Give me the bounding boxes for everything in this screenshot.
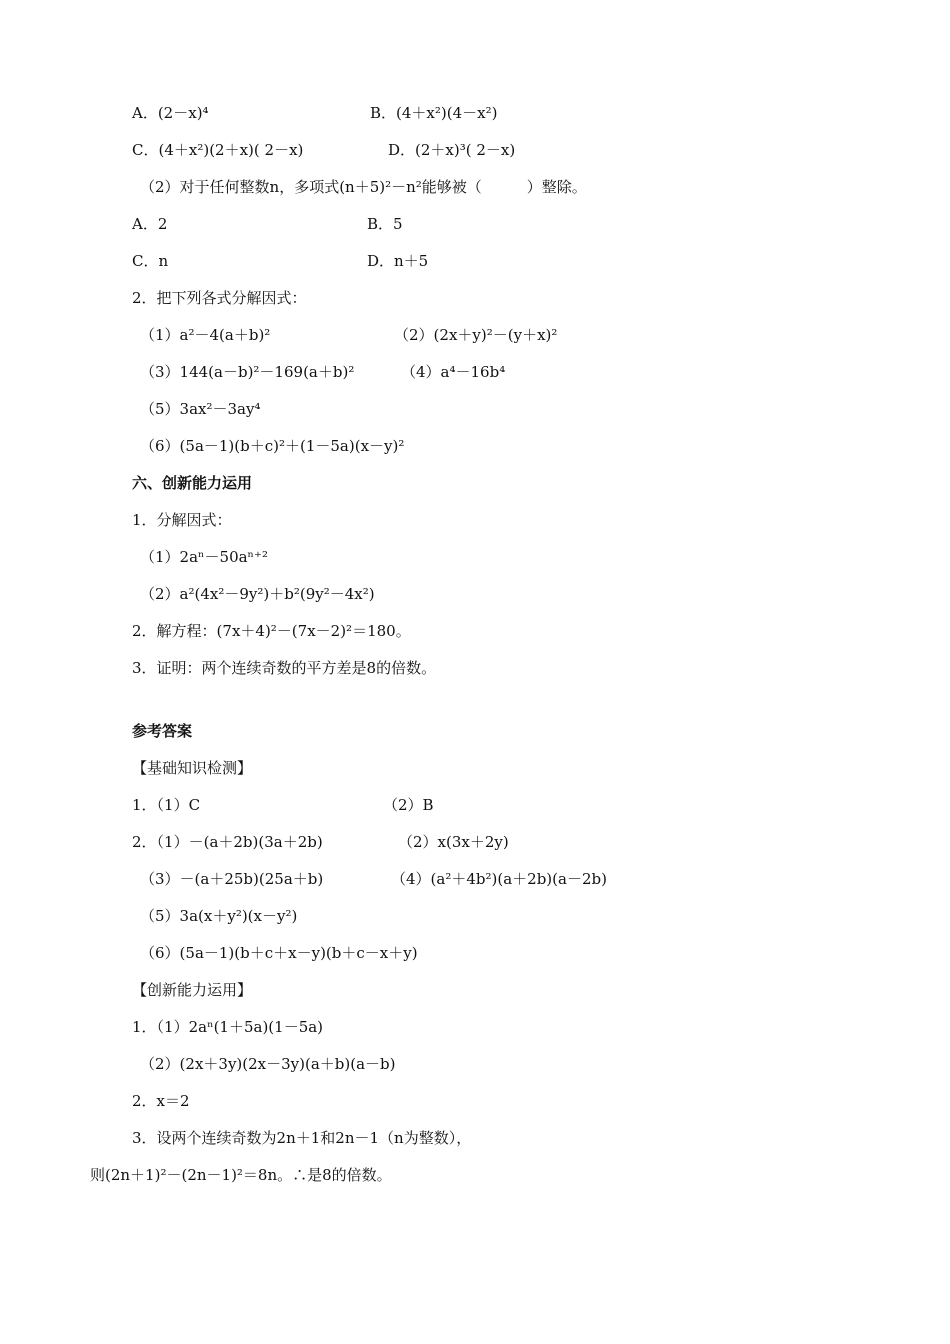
q2-stem: （2）对于任何整数n，多项式(n＋5)²－n²能够被（ ）整除。 <box>140 178 587 196</box>
answers-heading: 参考答案 <box>132 722 193 740</box>
innov-q1-title: 1．分解因式： <box>132 511 232 529</box>
answer-2-2: （2）x(3x＋2y) <box>398 833 509 851</box>
factor-title: 2．把下列各式分解因式： <box>132 289 307 307</box>
answer-2-6: （6）(5a－1)(b＋c＋x－y)(b＋c－x＋y) <box>140 944 418 962</box>
answer-2-3: （3）－(a＋25b)(25a＋b) <box>140 870 324 888</box>
innov-q3: 3．证明：两个连续奇数的平方差是8的倍数。 <box>132 659 437 677</box>
factor-problem-3: （3）144(a－b)²－169(a＋b)² <box>140 363 355 381</box>
innov-answer-1-2: （2）(2x＋3y)(2x－3y)(a＋b)(a－b) <box>140 1055 396 1073</box>
answer-1-1: 1．（1）C <box>132 796 201 814</box>
answer-1-2: （2）B <box>383 796 434 814</box>
answer-2-4: （4）(a²＋4b²)(a＋2b)(a－2b) <box>391 870 607 888</box>
q1-option-c: C．(4＋x²)(2＋x)( 2－x) <box>132 141 304 159</box>
innov-answer-3-line-1: 3．设两个连续奇数为2n＋1和2n－1（n为整数）， <box>132 1129 472 1147</box>
q1-option-d: D．(2＋x)³( 2－x) <box>388 141 516 159</box>
q2-option-b: B．5 <box>367 215 403 233</box>
factor-problem-4: （4）a⁴－16b⁴ <box>401 363 506 381</box>
innov-answer-1-1: 1．（1）2aⁿ(1＋5a)(1－5a) <box>132 1018 324 1036</box>
section-heading: 六、创新能力运用 <box>132 474 253 492</box>
innov-answer-2: 2．x＝2 <box>132 1092 190 1110</box>
q1-option-b: B．(4＋x²)(4－x²) <box>370 104 498 122</box>
innov-answer-3-line-2: 则(2n＋1)²－(2n－1)²＝8n。∴是8的倍数。 <box>90 1166 392 1184</box>
innov-q2: 2．解方程：(7x＋4)²－(7x－2)²＝180。 <box>132 622 411 640</box>
answer-2-1: 2．（1）－(a＋2b)(3a＋2b) <box>132 833 323 851</box>
q1-option-a: A．(2－x)⁴ <box>132 104 209 122</box>
factor-problem-1: （1）a²－4(a＋b)² <box>140 326 271 344</box>
innov-answer-heading: 【创新能力运用】 <box>132 981 253 999</box>
answer-2-5: （5）3a(x＋y²)(x－y²) <box>140 907 298 925</box>
q2-option-a: A．2 <box>132 215 168 233</box>
basic-heading: 【基础知识检测】 <box>132 759 253 777</box>
factor-problem-2: （2）(2x＋y)²－(y＋x)² <box>394 326 558 344</box>
q2-option-d: D．n＋5 <box>367 252 429 270</box>
factor-problem-6: （6）(5a－1)(b＋c)²＋(1－5a)(x－y)² <box>140 437 405 455</box>
q2-option-c: C．n <box>132 252 169 270</box>
innov-q1-part-2: （2）a²(4x²－9y²)＋b²(9y²－4x²) <box>140 585 375 603</box>
factor-problem-5: （5）3ax²－3ay⁴ <box>140 400 261 418</box>
innov-q1-part-1: （1）2aⁿ－50aⁿ⁺² <box>140 548 268 566</box>
